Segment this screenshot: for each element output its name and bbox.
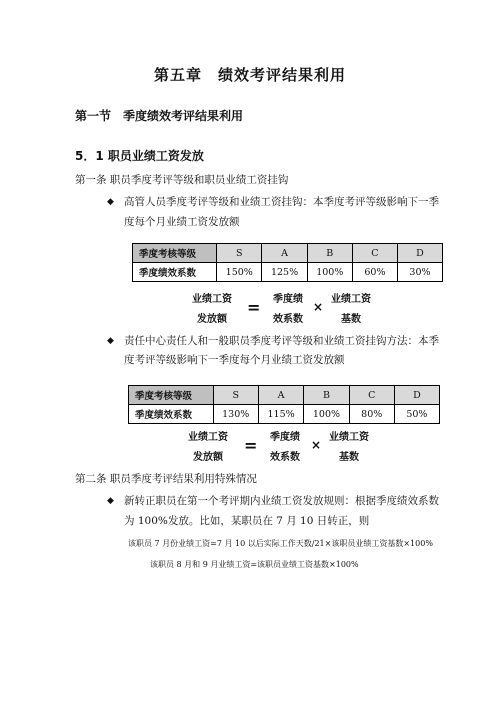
grade-cell: B — [304, 386, 349, 405]
bullet-icon: ◆ — [107, 336, 114, 346]
equals-sign: = — [247, 298, 261, 317]
bullet-icon: ◆ — [107, 496, 114, 506]
bullet-3-line-1: 新转正职员在第一个考评期内业绩工资发放规则：根据季度绩效系数 — [124, 495, 439, 507]
example-line-1: 该职员 7 月份业绩工资=7 月 10 以后实际工作天数/21×该职员业绩工资基数×100% — [128, 539, 433, 548]
formula-term-line: 效系数 — [270, 452, 300, 463]
formula-term-base — [323, 428, 375, 468]
grade-table-2 — [128, 385, 440, 424]
formula-term-coefficient — [262, 428, 308, 468]
coefficient-cell: 50% — [394, 405, 439, 424]
article-1: 第一条 职员季度考评等级和职员业绩工资挂钩 — [75, 174, 289, 186]
bullet-icon: ◆ — [107, 197, 114, 207]
grade-cell: C — [349, 386, 394, 405]
subsection-title: 5．1 职员业绩工资发放 — [75, 149, 204, 163]
grade-cell: A — [258, 386, 303, 405]
table-header-label: 季度考核等级 — [133, 244, 217, 263]
table-row — [129, 386, 440, 405]
coefficient-cell: 100% — [304, 405, 349, 424]
table-row — [133, 263, 443, 282]
equals-sign: = — [244, 436, 258, 455]
coefficient-cell: 130% — [213, 405, 258, 424]
grade-cell: D — [397, 244, 442, 263]
article-2: 第二条 职员季度考评结果利用特殊情况 — [75, 473, 257, 485]
formula-term-line: 业绩工资 — [192, 294, 232, 305]
bullet-2-line-2: 度考评等级影响下一季度每个月业绩工资发放额 — [124, 354, 345, 366]
grade-cell: B — [307, 244, 352, 263]
table-row-label: 季度绩效系数 — [129, 405, 214, 424]
formula-term-line: 业绩工资 — [188, 432, 228, 443]
grade-cell: S — [213, 386, 258, 405]
formula-term-line: 季度绩 — [270, 432, 300, 443]
formula-term-payout — [186, 290, 238, 330]
formula-term-line: 基数 — [339, 452, 359, 463]
grade-cell: C — [352, 244, 397, 263]
bullet-3-line-2: 为 100%发放。比如，某职员在 7 月 10 日转正，则 — [124, 515, 370, 527]
section-title: 第一节 季度绩效考评结果利用 — [75, 109, 244, 123]
formula-term-base — [325, 290, 377, 330]
coefficient-cell: 100% — [307, 263, 352, 282]
bullet-2-line-1: 责任中心责任人和一般职员季度考评等级和业绩工资挂钩方法：本季 — [124, 335, 439, 347]
grade-cell: D — [394, 386, 439, 405]
formula-term-line: 基数 — [341, 314, 361, 325]
multiply-sign: × — [313, 300, 324, 314]
coefficient-cell: 125% — [262, 263, 307, 282]
coefficient-cell: 30% — [397, 263, 442, 282]
table-header-label: 季度考核等级 — [129, 386, 214, 405]
formula-term-coefficient — [265, 290, 311, 330]
table-row — [129, 405, 440, 424]
coefficient-cell: 150% — [217, 263, 262, 282]
coefficient-cell: 115% — [258, 405, 303, 424]
chapter-title: 第五章 绩效考评结果利用 — [153, 66, 346, 84]
formula-term-line: 业绩工资 — [329, 432, 369, 443]
coefficient-cell: 80% — [349, 405, 394, 424]
table-row — [133, 244, 443, 263]
grade-cell: A — [262, 244, 307, 263]
formula-term-line: 业绩工资 — [331, 294, 371, 305]
multiply-sign: × — [311, 438, 322, 452]
bullet-1-line-1: 高管人员季度考评等级和业绩工资挂钩：本季度考评等级影响下一季 — [124, 196, 439, 208]
grade-cell: S — [217, 244, 262, 263]
grade-table-1 — [132, 243, 443, 282]
example-line-2: 该职员 8 月和 9 月业绩工资=该职员业绩工资基数×100% — [150, 560, 359, 569]
formula-term-payout — [182, 428, 234, 468]
bullet-1-line-2: 度每个月业绩工资发放额 — [124, 216, 240, 228]
formula-term-line: 发放额 — [197, 314, 227, 325]
formula-term-line: 效系数 — [273, 314, 303, 325]
table-row-label: 季度绩效系数 — [133, 263, 217, 282]
coefficient-cell: 60% — [352, 263, 397, 282]
formula-term-line: 季度绩 — [273, 294, 303, 305]
formula-term-line: 发放额 — [193, 452, 223, 463]
